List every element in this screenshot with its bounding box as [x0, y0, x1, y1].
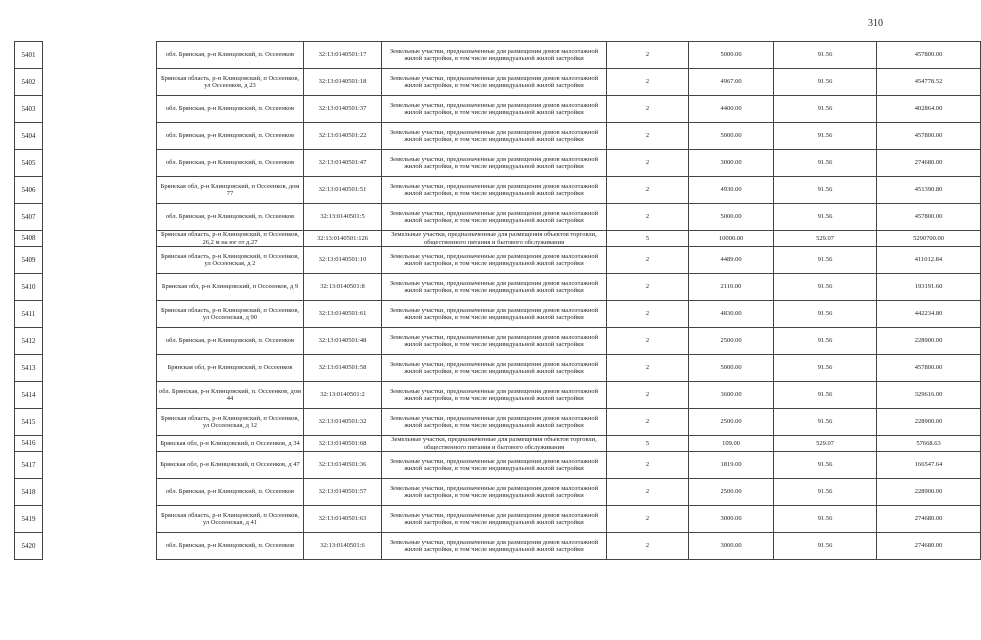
row-number: 5402 [15, 69, 43, 96]
row-gap [43, 382, 157, 409]
row-cadastral-number: 32:13:0140501:58 [304, 355, 382, 382]
row-cadastral-value: 457800.00 [877, 355, 981, 382]
row-area: 4967.00 [689, 69, 774, 96]
row-gap [43, 247, 157, 274]
row-land-use: Земельные участки, предназначенные для размещения домов малоэтажной жилой застройки, в том числе индивидуальной жилой застройки [382, 177, 607, 204]
row-cadastral-number: 32:13:0140501:47 [304, 150, 382, 177]
row-address: обл. Брянская, р-н Клинцовский, п. Оссеенков [157, 533, 304, 560]
row-area: 1819.00 [689, 452, 774, 479]
row-group: 2 [607, 123, 689, 150]
row-gap [43, 42, 157, 69]
row-address: обл. Брянская, р-н Клинцовский, п. Оссеенков [157, 123, 304, 150]
row-number: 5419 [15, 506, 43, 533]
row-area: 3600.00 [689, 382, 774, 409]
row-cadastral-value: 166547.64 [877, 452, 981, 479]
row-cadastral-number: 32:13:0140501:22 [304, 123, 382, 150]
row-cadastral-number: 32:13:0140501:6 [304, 533, 382, 560]
row-land-use: Земельные участки, предназначенные для размещения домов малоэтажной жилой застройки, в том числе индивидуальной жилой застройки [382, 355, 607, 382]
row-group: 2 [607, 328, 689, 355]
table-row [15, 42, 981, 69]
row-rate: 91.56 [774, 247, 877, 274]
row-number: 5416 [15, 436, 43, 452]
row-address: Брянская область, р-н Клинцовский, п Оссеенков, 26,2 м на юг от д.27 [157, 231, 304, 247]
row-rate: 91.56 [774, 204, 877, 231]
row-number: 5420 [15, 533, 43, 560]
row-rate: 91.56 [774, 479, 877, 506]
row-land-use: Земельные участки, предназначенные для размещения домов малоэтажной жилой застройки, в том числе индивидуальной жилой застройки [382, 506, 607, 533]
row-group: 2 [607, 382, 689, 409]
row-address: Брянская область, р-н Клинцовский, п Оссеенков, ул Оссеенская, д 12 [157, 409, 304, 436]
table-row [15, 506, 981, 533]
row-cadastral-number: 32:13:0140501:32 [304, 409, 382, 436]
row-address: обл. Брянская, р-н Клинцовский, п. Оссеенков [157, 479, 304, 506]
row-address: Брянская обл, р-н Клинцовский, п Оссеенков [157, 355, 304, 382]
row-gap [43, 96, 157, 123]
row-rate: 91.56 [774, 177, 877, 204]
row-area: 4400.00 [689, 96, 774, 123]
row-rate: 91.56 [774, 123, 877, 150]
row-number: 5414 [15, 382, 43, 409]
row-rate: 91.56 [774, 69, 877, 96]
row-address: Брянская область, р-н Клинцовский, п Оссеенков, ул Оссеенская, д 2 [157, 247, 304, 274]
table-row [15, 247, 981, 274]
row-gap [43, 452, 157, 479]
row-address: обл. Брянская, р-н Клинцовский, п. Оссеенков, дом 44 [157, 382, 304, 409]
table-row [15, 96, 981, 123]
row-group: 2 [607, 506, 689, 533]
row-rate: 529.07 [774, 231, 877, 247]
table-row [15, 409, 981, 436]
row-number: 5418 [15, 479, 43, 506]
row-rate: 529.07 [774, 436, 877, 452]
row-group: 2 [607, 355, 689, 382]
row-cadastral-number: 32:13:0140501:8 [304, 274, 382, 301]
row-cadastral-number: 32:13:0140501:5 [304, 204, 382, 231]
row-cadastral-value: 193191.60 [877, 274, 981, 301]
row-gap [43, 328, 157, 355]
row-cadastral-number: 32:13:0140501:48 [304, 328, 382, 355]
table-row [15, 301, 981, 328]
row-number: 5404 [15, 123, 43, 150]
row-address: обл. Брянская, р-н Клинцовский, п. Оссеенков [157, 204, 304, 231]
row-cadastral-value: 454778.52 [877, 69, 981, 96]
row-land-use: Земельные участки, предназначенные для размещения домов малоэтажной жилой застройки, в том числе индивидуальной жилой застройки [382, 479, 607, 506]
row-cadastral-value: 274680.00 [877, 533, 981, 560]
row-group: 2 [607, 274, 689, 301]
row-number: 5411 [15, 301, 43, 328]
row-address: обл. Брянская, р-н Клинцовский, п. Оссеенков [157, 42, 304, 69]
row-gap [43, 150, 157, 177]
row-cadastral-value: 5290700.00 [877, 231, 981, 247]
row-area: 2500.00 [689, 479, 774, 506]
table-row [15, 328, 981, 355]
row-gap [43, 301, 157, 328]
row-group: 2 [607, 533, 689, 560]
row-area: 2110.00 [689, 274, 774, 301]
row-cadastral-number: 32:13:0140501:57 [304, 479, 382, 506]
row-gap [43, 533, 157, 560]
row-cadastral-value: 274680.00 [877, 506, 981, 533]
row-cadastral-number: 32:13:0140501:17 [304, 42, 382, 69]
table-row [15, 436, 981, 452]
row-group: 2 [607, 69, 689, 96]
cadastral-value-table [14, 41, 981, 560]
table-row [15, 355, 981, 382]
table-row [15, 533, 981, 560]
row-group: 2 [607, 42, 689, 69]
table-row [15, 479, 981, 506]
row-cadastral-value: 457800.00 [877, 204, 981, 231]
row-area: 3000.00 [689, 533, 774, 560]
row-area: 3000.00 [689, 150, 774, 177]
row-land-use: Земельные участки, предназначенные для размещения домов малоэтажной жилой застройки, в том числе индивидуальной жилой застройки [382, 452, 607, 479]
row-group: 2 [607, 150, 689, 177]
table-row [15, 231, 981, 247]
row-group: 2 [607, 247, 689, 274]
row-rate: 91.56 [774, 96, 877, 123]
row-number: 5408 [15, 231, 43, 247]
row-land-use: Земельные участки, предназначенные для размещения домов малоэтажной жилой застройки, в том числе индивидуальной жилой застройки [382, 204, 607, 231]
row-rate: 91.56 [774, 150, 877, 177]
row-land-use: Земельные участки, предназначенные для размещения домов малоэтажной жилой застройки, в том числе индивидуальной жилой застройки [382, 274, 607, 301]
row-cadastral-value: 402864.00 [877, 96, 981, 123]
row-area: 4489.00 [689, 247, 774, 274]
row-cadastral-number: 32:13:0140501:36 [304, 452, 382, 479]
row-gap [43, 123, 157, 150]
row-number: 5412 [15, 328, 43, 355]
row-rate: 91.56 [774, 452, 877, 479]
row-gap [43, 204, 157, 231]
row-number: 5415 [15, 409, 43, 436]
row-area: 2500.00 [689, 409, 774, 436]
row-area: 109.00 [689, 436, 774, 452]
row-number: 5405 [15, 150, 43, 177]
row-cadastral-value: 228900.00 [877, 479, 981, 506]
row-number: 5401 [15, 42, 43, 69]
row-cadastral-value: 457800.00 [877, 42, 981, 69]
row-cadastral-value: 228900.00 [877, 328, 981, 355]
row-group: 2 [607, 96, 689, 123]
row-area: 5000.00 [689, 204, 774, 231]
row-cadastral-number: 32:13:0140501:68 [304, 436, 382, 452]
row-gap [43, 177, 157, 204]
row-group: 5 [607, 231, 689, 247]
row-land-use: Земельные участки, предназначенные для размещения домов малоэтажной жилой застройки, в том числе индивидуальной жилой застройки [382, 96, 607, 123]
row-group: 2 [607, 479, 689, 506]
row-land-use: Земельные участки, предназначенные для размещения объектов торговли, общественного питания и бытового обслуживания [382, 231, 607, 247]
row-cadastral-value: 457800.00 [877, 123, 981, 150]
row-cadastral-number: 32:13:0140501:51 [304, 177, 382, 204]
row-area: 5000.00 [689, 42, 774, 69]
row-gap [43, 355, 157, 382]
row-land-use: Земельные участки, предназначенные для размещения домов малоэтажной жилой застройки, в том числе индивидуальной жилой застройки [382, 123, 607, 150]
row-cadastral-value: 57668.63 [877, 436, 981, 452]
table-row [15, 382, 981, 409]
row-address: Брянская область, р-н Клинцовский, п Оссеенков, ул Оссеенская, д 41 [157, 506, 304, 533]
row-cadastral-value: 274680.00 [877, 150, 981, 177]
row-rate: 91.56 [774, 328, 877, 355]
row-cadastral-number: 32:13:0140501:61 [304, 301, 382, 328]
row-group: 2 [607, 452, 689, 479]
row-cadastral-value: 451390.80 [877, 177, 981, 204]
row-gap [43, 506, 157, 533]
row-land-use: Земельные участки, предназначенные для размещения домов малоэтажной жилой застройки, в том числе индивидуальной жилой застройки [382, 69, 607, 96]
row-gap [43, 479, 157, 506]
row-land-use: Земельные участки, предназначенные для размещения домов малоэтажной жилой застройки, в том числе индивидуальной жилой застройки [382, 409, 607, 436]
row-address: обл. Брянская, р-н Клинцовский, п. Оссеенков [157, 96, 304, 123]
row-land-use: Земельные участки, предназначенные для размещения домов малоэтажной жилой застройки, в том числе индивидуальной жилой застройки [382, 382, 607, 409]
row-cadastral-value: 228900.00 [877, 409, 981, 436]
row-gap [43, 231, 157, 247]
row-area: 4830.00 [689, 301, 774, 328]
row-cadastral-value: 442234.80 [877, 301, 981, 328]
row-land-use: Земельные участки, предназначенные для размещения домов малоэтажной жилой застройки, в том числе индивидуальной жилой застройки [382, 301, 607, 328]
row-gap [43, 274, 157, 301]
row-rate: 91.56 [774, 274, 877, 301]
table-row [15, 274, 981, 301]
row-number: 5407 [15, 204, 43, 231]
row-cadastral-number: 32:13:0140501:63 [304, 506, 382, 533]
table-row [15, 123, 981, 150]
row-area: 4930.00 [689, 177, 774, 204]
row-address: Брянская область, р-н Клинцовский, п Оссеенков, ул Оссеенская, д 90 [157, 301, 304, 328]
row-number: 5409 [15, 247, 43, 274]
table-row [15, 150, 981, 177]
row-rate: 91.56 [774, 533, 877, 560]
row-number: 5410 [15, 274, 43, 301]
row-land-use: Земельные участки, предназначенные для размещения объектов торговли, общественного питания и бытового обслуживания [382, 436, 607, 452]
row-group: 2 [607, 177, 689, 204]
row-rate: 91.56 [774, 382, 877, 409]
row-address: обл. Брянская, р-н Клинцовский, п. Оссеенков [157, 150, 304, 177]
row-land-use: Земельные участки, предназначенные для размещения домов малоэтажной жилой застройки, в том числе индивидуальной жилой застройки [382, 247, 607, 274]
row-land-use: Земельные участки, предназначенные для размещения домов малоэтажной жилой застройки, в том числе индивидуальной жилой застройки [382, 328, 607, 355]
row-rate: 91.56 [774, 301, 877, 328]
row-cadastral-value: 329616.00 [877, 382, 981, 409]
page-number: 310 [868, 18, 883, 29]
row-land-use: Земельные участки, предназначенные для размещения домов малоэтажной жилой застройки, в том числе индивидуальной жилой застройки [382, 150, 607, 177]
row-rate: 91.56 [774, 355, 877, 382]
row-cadastral-number: 32:13:0140501:37 [304, 96, 382, 123]
row-land-use: Земельные участки, предназначенные для размещения домов малоэтажной жилой застройки, в том числе индивидуальной жилой застройки [382, 533, 607, 560]
row-rate: 91.56 [774, 42, 877, 69]
row-number: 5413 [15, 355, 43, 382]
row-address: Брянская обл, р-н Клинцовский, п Оссеенков, д 47 [157, 452, 304, 479]
row-address: Брянская обл, р-н Клинцовский, п Оссеенков, дом 77 [157, 177, 304, 204]
row-number: 5403 [15, 96, 43, 123]
table-row [15, 177, 981, 204]
row-area: 5000.00 [689, 123, 774, 150]
row-group: 2 [607, 204, 689, 231]
row-address: Брянская обл, р-н Клинцовский, п Оссеенков, д 9 [157, 274, 304, 301]
row-rate: 91.56 [774, 506, 877, 533]
table-row [15, 204, 981, 231]
row-cadastral-number: 32:13:0140501:10 [304, 247, 382, 274]
row-area: 10000.00 [689, 231, 774, 247]
table-row [15, 69, 981, 96]
row-cadastral-number: 32:13:0140501:126 [304, 231, 382, 247]
row-gap [43, 69, 157, 96]
row-land-use: Земельные участки, предназначенные для размещения домов малоэтажной жилой застройки, в том числе индивидуальной жилой застройки [382, 42, 607, 69]
row-number: 5406 [15, 177, 43, 204]
row-gap [43, 409, 157, 436]
row-area: 5000.00 [689, 355, 774, 382]
row-area: 2500.00 [689, 328, 774, 355]
row-address: Брянская обл, р-н Клинцовский, п Оссеенков, д 34 [157, 436, 304, 452]
row-cadastral-number: 32:13:0140501:2 [304, 382, 382, 409]
row-address: Брянская область, р-н Клинцовский, п Оссеенков, ул Оссеенков, д 23 [157, 69, 304, 96]
row-area: 3000.00 [689, 506, 774, 533]
row-gap [43, 436, 157, 452]
row-rate: 91.56 [774, 409, 877, 436]
row-address: обл. Брянская, р-н Клинцовский, п. Оссеенков [157, 328, 304, 355]
row-cadastral-number: 32:13:0140501:18 [304, 69, 382, 96]
table-row [15, 452, 981, 479]
row-group: 5 [607, 436, 689, 452]
row-number: 5417 [15, 452, 43, 479]
row-group: 2 [607, 301, 689, 328]
row-cadastral-value: 411012.84 [877, 247, 981, 274]
row-group: 2 [607, 409, 689, 436]
